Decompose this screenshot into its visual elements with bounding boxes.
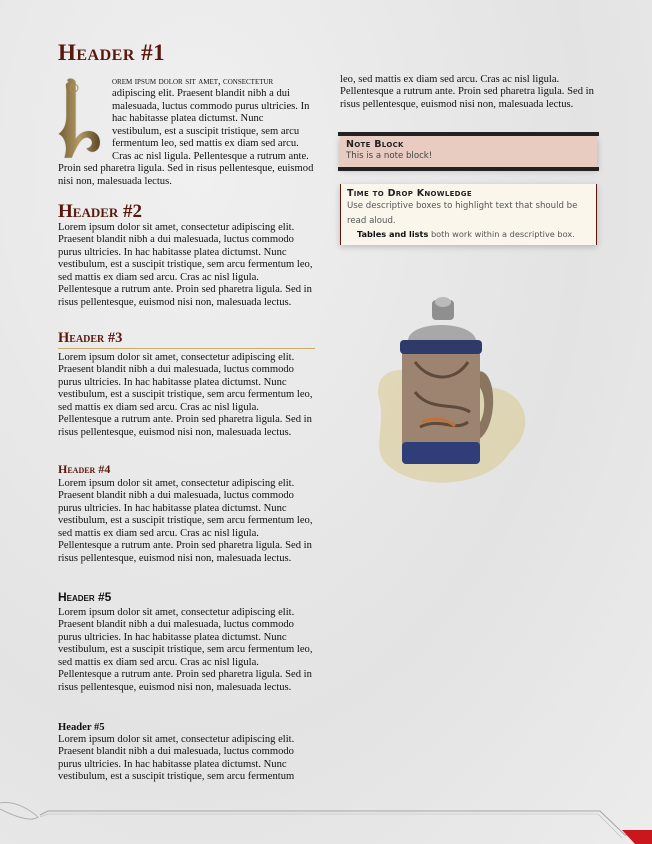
section-header-5: Header #5 Lorem ipsum dolor sit amet, consectetur adipiscing elit. Praesent blandit nibh a dui malesuada, luctus commodo purus ultricies. In hac habitasse platea dictumst. Nunc vestibulum, est a suscipit tristique, sem arcu fermentum leo, sed mattis ex diam sed arcu. Cras ac nisl ligula. Pellentesque a rutrum ante. Proin sed pharetra ligula. Sed in risus pellentesque, euismod nisi non, malesuada lectus.	[58, 590, 313, 693]
drop-cap-l-icon	[54, 76, 106, 162]
descriptive-box: Time to Drop Knowledge Use descriptive boxes to highlight text that should be read aloud. Tables and lists both work within a descriptive box.	[340, 184, 597, 245]
footer-decoration	[0, 795, 652, 844]
section-header-2: Header #2 Lorem ipsum dolor sit amet, consectetur adipiscing elit. Praesent blandit nibh a dui malesuada, luctus commodo purus ultricies. In hac habitasse platea dictumst. Nunc vestibulum, est a suscipit tristique, sem arcu fermentum leo, sed mattis ex diam sed arcu. Cras ac nisl ligula. Pellentesque a rutrum ante. Proin sed pharetra ligula. Sed in risus pellentesque, euismod nisi non, malesuada lectus.	[58, 201, 313, 308]
section-header-3: Header #3 Lorem ipsum dolor sit amet, consectetur adipiscing elit. Praesent blandit nibh a dui malesuada, luctus commodo purus ultricies. In hac habitasse platea dictumst. Nunc vestibulum, est a suscipit tristique, sem arcu fermentum leo, sed mattis ex diam sed arcu. Cras ac nisl ligula. Pellentesque a rutrum ante. Proin sed pharetra ligula. Sed in risus pellentesque, euismod nisi non, malesuada lectus.	[58, 330, 315, 439]
note-block: Note Block This is a note block!	[340, 136, 597, 167]
continued-paragraph: leo, sed mattis ex diam sed arcu. Cras ac nisl ligula. Pellentesque a rutrum ante. Proin sed pharetra ligula. Sed in risus pellentesque, euismod nisi non, malesuada lectus.	[340, 74, 594, 110]
intro-paragraph: orem ipsum dolor sit amet, consectetur adipiscing elit. Praesent blandit nibh a dui malesuada, luctus commodo purus ultricies. In hac habitasse platea dictumst. Nunc vestibulum, est a suscipit tristique, sem arcu fermentum leo, sed mattis ex diam sed arcu. Cras ac nisl ligula. Pellentesque a rutrum ante. Proin sed pharetra ligula. Sed in risus pellentesque, euismod nisi non, malesuada lectus.	[58, 76, 315, 188]
section-header-4: Header #4 Lorem ipsum dolor sit amet, consectetur adipiscing elit. Praesent blandit nibh a dui malesuada, luctus commodo purus ultricies. In hac habitasse platea dictumst. Nunc vestibulum, est a suscipit tristique, sem arcu fermentum leo, sed mattis ex diam sed arcu. Cras ac nisl ligula. Pellentesque a rutrum ante. Proin sed pharetra ligula. Sed in risus pellentesque, euismod nisi non, malesuada lectus.	[58, 462, 313, 564]
beer-stein-image	[360, 292, 540, 497]
header-1: Header #1	[58, 40, 166, 65]
section-header-6: Header #5 Lorem ipsum dolor sit amet, consectetur adipiscing elit. Praesent blandit nibh a dui malesuada, luctus commodo purus ultricies. In hac habitasse platea dictumst. Nunc vestibulum, est a suscipit tristique, sem arcu fermentum	[58, 722, 295, 783]
